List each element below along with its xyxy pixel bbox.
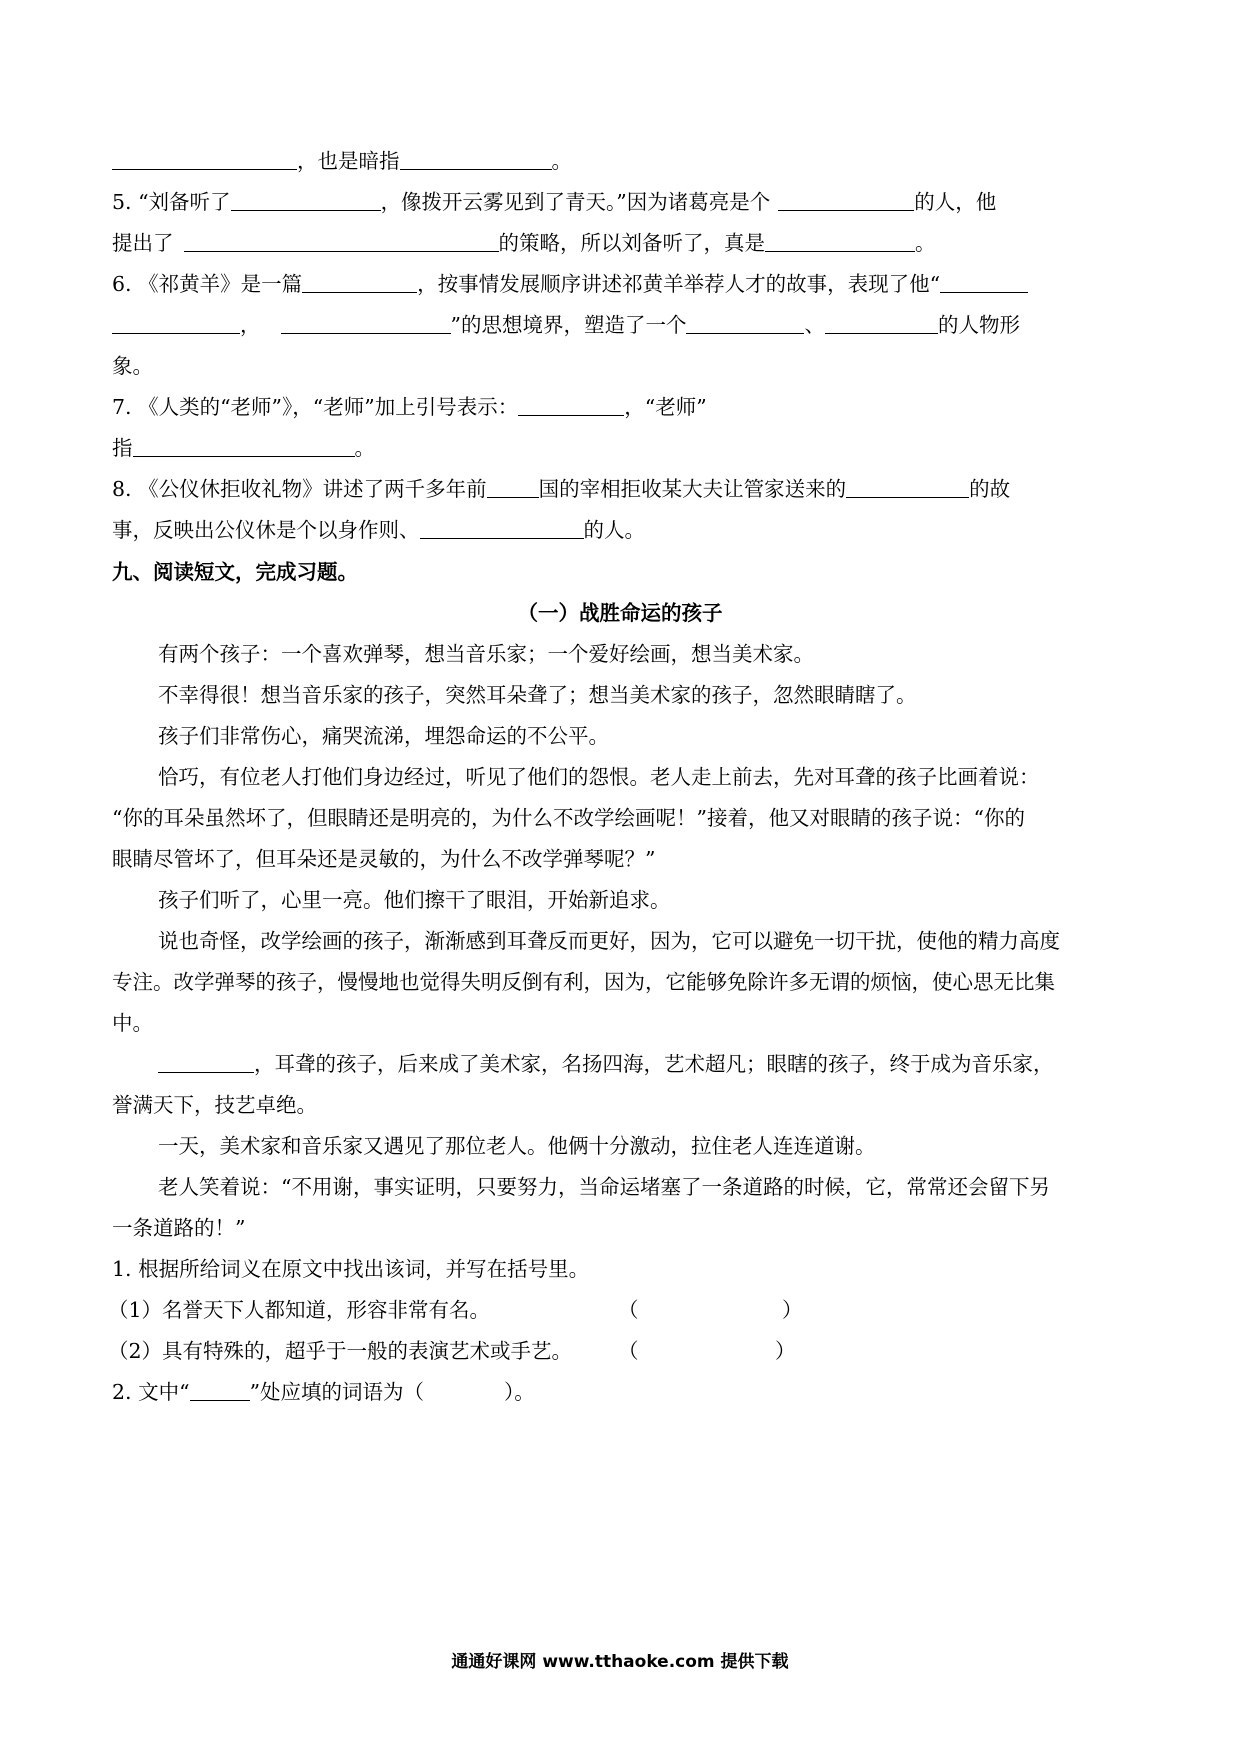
text: ，耳聋的孩子，后来成了美术家，名扬四海，艺术超凡；眼瞎的孩子，终于成为音乐家， bbox=[254, 1052, 1054, 1076]
question-8-line-2 bbox=[112, 515, 645, 545]
text: 6. 《祁黄羊》是一篇 bbox=[112, 272, 303, 296]
blank bbox=[420, 516, 584, 539]
passage-paragraph: 不幸得很！想当音乐家的孩子，突然耳朵聋了；想当美术家的孩子，忽然眼睛瞎了。 bbox=[158, 683, 917, 707]
question-7-line-1 bbox=[112, 392, 707, 422]
question-6-line-1 bbox=[112, 269, 1028, 299]
passage-paragraph: 孩子们听了，心里一亮。他们擦干了眼泪，开始新追求。 bbox=[158, 888, 671, 912]
blank bbox=[112, 311, 240, 334]
text: 7. 《人类的“老师”》，“老师”加上引号表示： bbox=[112, 395, 519, 419]
text: 国的宰相拒收某大夫让管家送来的 bbox=[538, 477, 847, 501]
question-7-line-2 bbox=[112, 433, 375, 463]
paren-close: ） bbox=[775, 1339, 796, 1363]
footer-watermark: 通通好课网 www.tthaoke.com 提供下载 bbox=[451, 1652, 789, 1672]
text: 。 bbox=[915, 231, 936, 255]
text: 事，反映出公仪休是个以身作则、 bbox=[112, 518, 420, 542]
question-5-line-1 bbox=[112, 187, 996, 217]
question-6-line-3 bbox=[112, 351, 153, 381]
text: ）。 bbox=[504, 1380, 535, 1404]
text: ，也是暗指 bbox=[297, 149, 400, 173]
passage-line: 一条道路的！” bbox=[112, 1216, 246, 1240]
text: ，像拨开云雾见到了青天。”因为诸葛亮是个 bbox=[380, 190, 771, 214]
text: 。 bbox=[551, 149, 572, 173]
question-1-2: （2）具有特殊的，超乎于一般的表演艺术或手艺。 bbox=[108, 1339, 573, 1363]
text: ， bbox=[240, 313, 261, 337]
passage-line: 誉满天下，技艺卓绝。 bbox=[112, 1093, 317, 1117]
question-5-line-2 bbox=[112, 228, 936, 258]
text: ”处应填的词语为（ bbox=[249, 1380, 425, 1404]
blank bbox=[518, 393, 624, 416]
text: 指 bbox=[112, 436, 133, 460]
question-2 bbox=[112, 1377, 535, 1407]
section-heading: 九、阅读短文，完成习题。 bbox=[112, 560, 358, 584]
question-1-1: （1）名誉天下人都知道，形容非常有名。 bbox=[108, 1298, 491, 1322]
text: ，按事情发展顺序讲述祁黄羊举荐人才的故事，表现了他“ bbox=[417, 272, 941, 296]
blank bbox=[400, 147, 552, 170]
passage-line: 中。 bbox=[112, 1011, 153, 1035]
passage-line: 专注。改学弹琴的孩子，慢慢地也觉得失明反倒有利，因为，它能够免除许多无谓的烦恼，使心思无比集 bbox=[112, 970, 1055, 994]
blank bbox=[940, 270, 1028, 293]
text: 2. 文中“ bbox=[112, 1380, 190, 1404]
passage-paragraph: 孩子们非常伤心，痛哭流涕，埋怨命运的不公平。 bbox=[158, 724, 609, 748]
blank bbox=[190, 1378, 250, 1401]
question-6-line-2 bbox=[112, 310, 1020, 340]
text: ”的思想境界，塑造了一个 bbox=[450, 313, 687, 337]
blank bbox=[487, 475, 539, 498]
text: 的策略，所以刘备听了，真是 bbox=[498, 231, 765, 255]
blank bbox=[302, 270, 417, 293]
paren-open: （ bbox=[618, 1339, 639, 1363]
blank bbox=[686, 311, 804, 334]
passage-title: （一）战胜命运的孩子 bbox=[517, 601, 723, 625]
passage-paragraph: 老人笑着说：“不用谢，事实证明，只要努力，当命运堵塞了一条道路的时候，它，常常还会留下另 bbox=[158, 1175, 1050, 1199]
blank bbox=[846, 475, 969, 498]
text: 、 bbox=[804, 313, 825, 337]
blank bbox=[778, 188, 914, 211]
passage-line: 眼睛尽管坏了，但耳朵还是灵敏的，为什么不改学弹琴呢？” bbox=[112, 847, 656, 871]
text: 8. 《公仪休拒收礼物》讲述了两千多年前 bbox=[112, 477, 487, 501]
blank bbox=[281, 311, 451, 334]
question-8-line-1 bbox=[112, 474, 1010, 504]
text: 的人。 bbox=[583, 518, 645, 542]
text: 。 bbox=[354, 436, 375, 460]
passage-paragraph: 恰巧，有位老人打他们身边经过，听见了他们的怨恨。老人走上前去，先对耳聋的孩子比画着说： bbox=[158, 765, 1040, 789]
blank bbox=[765, 229, 915, 252]
paren-close: ） bbox=[782, 1298, 803, 1322]
passage-paragraph: 说也奇怪，改学绘画的孩子，渐渐感到耳聋反而更好，因为，它可以避免一切干扰，使他的精力高度 bbox=[158, 929, 1060, 953]
text: 的人物形 bbox=[937, 313, 1020, 337]
text: ，“老师” bbox=[624, 395, 707, 419]
blank bbox=[112, 147, 297, 170]
text: 5. “刘备听了 bbox=[112, 190, 231, 214]
text: 的人，他 bbox=[914, 190, 997, 214]
passage-line: “你的耳朵虽然坏了，但眼睛还是明亮的，为什么不改学绘画呢！”接着，他又对眼睛的孩子说：“你的 bbox=[112, 806, 1025, 830]
text: 的故 bbox=[969, 477, 1011, 501]
passage-paragraph bbox=[158, 1049, 1054, 1079]
fill-line-1 bbox=[112, 146, 572, 176]
text: 提出了 bbox=[112, 231, 174, 255]
passage-paragraph: 一天，美术家和音乐家又遇见了那位老人。他俩十分激动，拉住老人连连道谢。 bbox=[158, 1134, 876, 1158]
question-1: 1. 根据所给词义在原文中找出该词，并写在括号里。 bbox=[112, 1257, 590, 1281]
paren-open: （ bbox=[618, 1298, 639, 1322]
blank bbox=[184, 229, 499, 252]
text: 象。 bbox=[112, 354, 153, 378]
blank bbox=[133, 434, 355, 457]
blank bbox=[825, 311, 938, 334]
blank bbox=[158, 1050, 254, 1073]
passage-paragraph: 有两个孩子：一个喜欢弹琴，想当音乐家；一个爱好绘画，想当美术家。 bbox=[158, 642, 814, 666]
blank bbox=[231, 188, 381, 211]
